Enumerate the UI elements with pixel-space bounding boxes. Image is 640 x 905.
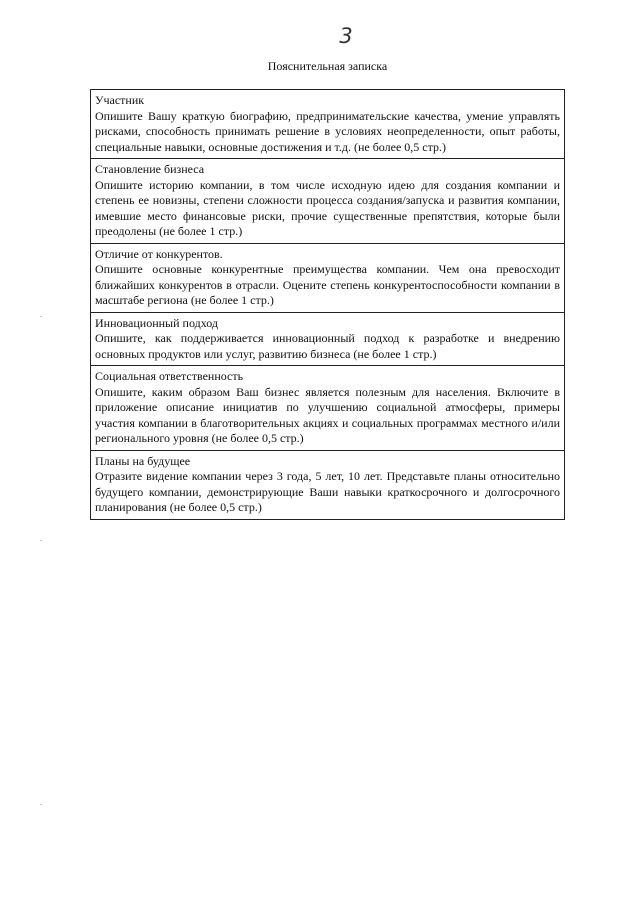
section-cell-social-responsibility [91, 366, 565, 451]
table-row [91, 312, 565, 366]
section-cell-business-formation [91, 159, 565, 244]
table-row [91, 90, 565, 159]
section-text: Опишите историю компании, в том числе исходную идею для создания компании и степень ее новизны, степени сложности процесса создания/запуска и развития компании, имевшие место финансовые риски, прочие существенные препятствия, которые были преодолены (не более 1 стр.) [95, 177, 560, 238]
explanatory-note-table [90, 89, 565, 520]
table-row [91, 159, 565, 244]
page-title: Пояснительная записка [267, 59, 388, 73]
section-cell-participant [91, 90, 565, 159]
scan-speck [40, 540, 42, 541]
section-cell-competitors [91, 243, 565, 312]
section-text: Отразите видение компании через 3 года, 5 лет, 10 лет. Представьте планы относительно будущего компании, демонстрирующие Ваши навыки краткосрочного и долгосрочного планирования (не более 0,5 стр.) [95, 469, 560, 514]
section-heading: Инновационный подход [95, 315, 218, 330]
section-text: Опишите, каким образом Ваш бизнес является полезным для населения. Включите в приложение описание инициатив по улучшению социальной атмосферы, примеры участия компании в благотворительных акциях и социальных программах местного и/или регионального уровня (не более 0,5 стр.) [95, 384, 560, 445]
section-heading: Социальная ответственность [95, 369, 244, 383]
section-text: Опишите основные конкурентные преимущества компании. Чем она превосходит ближайших конкурентов в отрасли. Оцените степень конкурентоспособности компании в масштабе региона (не более 1 стр.) [95, 262, 560, 307]
scan-speck [40, 316, 42, 317]
table-row [91, 243, 565, 312]
section-heading: Отличие от конкурентов. [95, 246, 223, 261]
section-heading: Участник [95, 93, 145, 107]
section-text: Опишите, как поддерживается инновационный подход к разработке и внедрению основных продуктов или услуг, развитию бизнеса (не более 1 стр.) [95, 331, 560, 361]
table-row [91, 450, 565, 519]
section-heading: Планы на будущее [95, 453, 191, 468]
section-cell-future-plans [91, 450, 565, 519]
page-number: 3 [339, 24, 353, 48]
section-heading: Становление бизнеса [95, 162, 205, 176]
scan-speck [40, 804, 42, 805]
table-row [91, 366, 565, 451]
section-text: Опишите Вашу краткую биографию, предпринимательские качества, умение управлять рисками, способность принимать решение в условиях неопределенности, опыт работы, специальные навыки, основные достижения и т.д. (не более 0,5 стр.) [95, 108, 560, 154]
section-cell-innovation [91, 312, 565, 366]
